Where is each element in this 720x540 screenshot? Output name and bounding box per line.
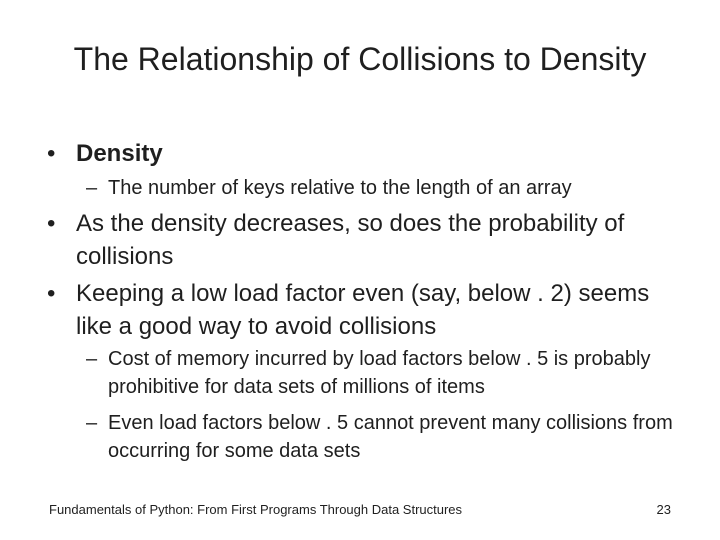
sub-bullet-marker: – [86, 348, 98, 370]
bullet-text-density: Density [76, 140, 163, 167]
page-number: 23 [656, 502, 671, 517]
bullet-marker: • [47, 140, 56, 167]
bullet-marker: • [47, 280, 56, 307]
sub-bullet-marker: – [86, 177, 98, 199]
slide-title: The Relationship of Collisions to Density [73, 41, 647, 77]
sub-bullet-text-cannot-prevent: Even load factors below . 5 cannot prevent many collisions from occurring for some data sets [108, 412, 673, 462]
bullet-text-density-decreases: As the density decreases, so does the probability of collisions [76, 210, 625, 270]
bullet-text-low-load-factor: Keeping a low load factor even (say, below . 2) seems like a good way to avoid collisions [76, 280, 650, 340]
sub-bullet-text-density-definition: The number of keys relative to the length of an array [108, 177, 572, 199]
sub-bullet-marker: – [86, 412, 98, 434]
footer-text: Fundamentals of Python: From First Programs Through Data Structures [49, 502, 463, 517]
bullet-marker: • [47, 210, 56, 237]
sub-bullet-text-memory-cost: Cost of memory incurred by load factors below . 5 is probably prohibitive for data sets of millions of items [108, 348, 651, 398]
